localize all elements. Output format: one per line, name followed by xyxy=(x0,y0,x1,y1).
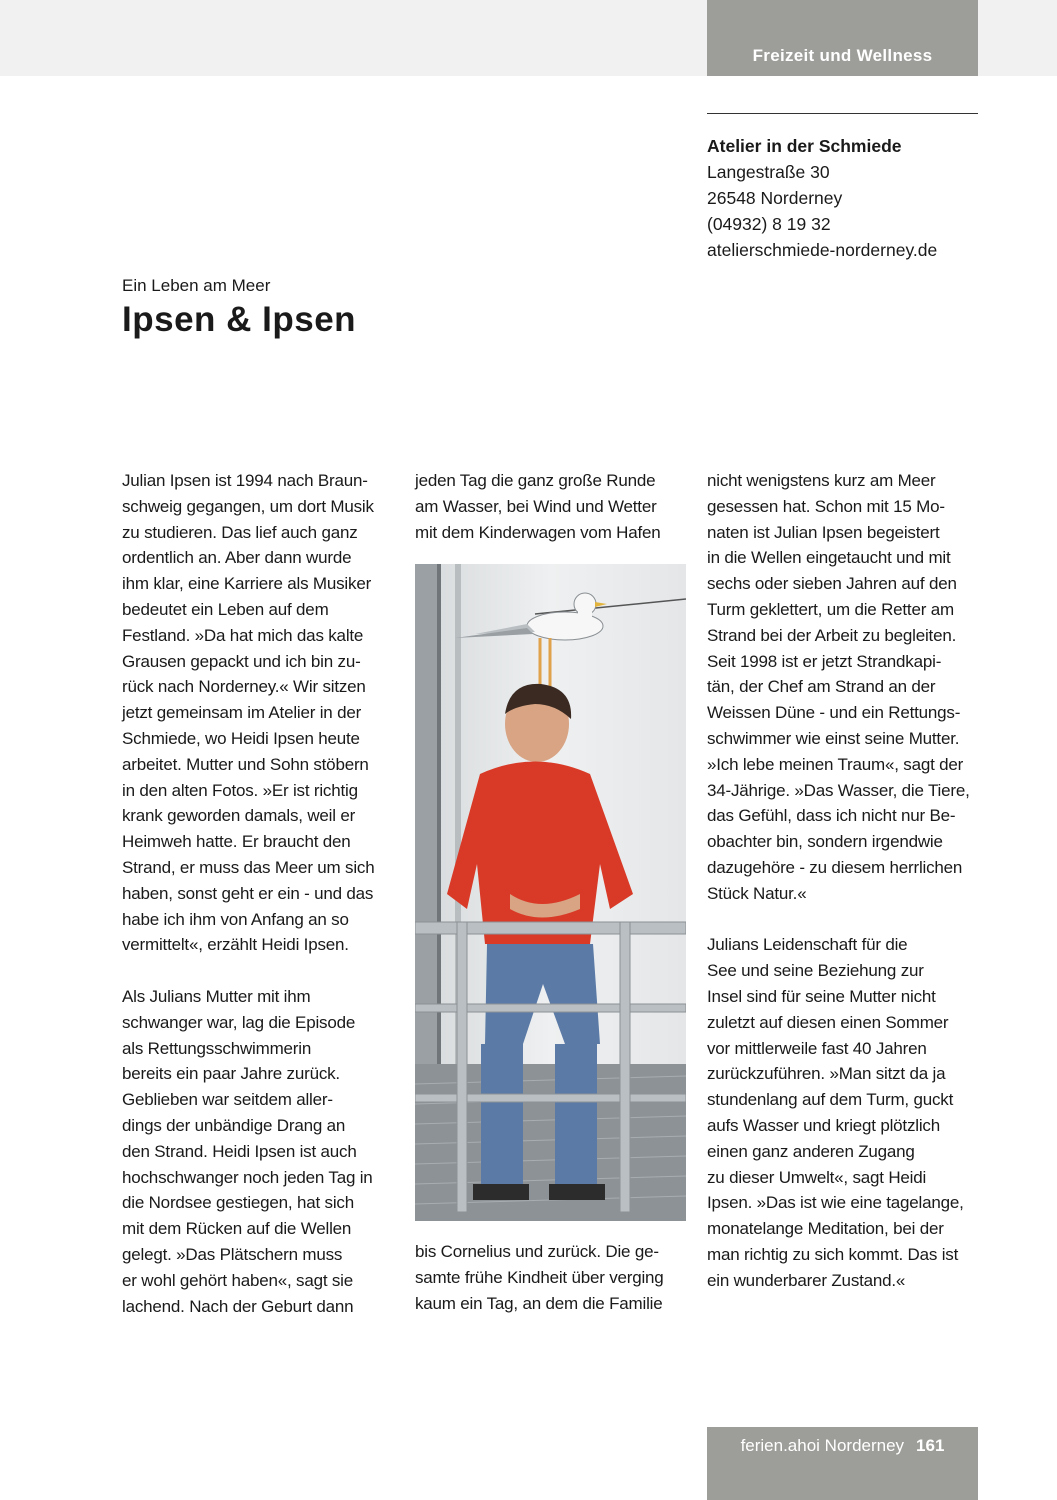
text-line xyxy=(122,958,397,984)
text-line: nicht wenigstens kurz am Meer xyxy=(707,471,936,490)
text-line: in die Wellen eingetaucht und mit xyxy=(707,548,951,568)
section-tab xyxy=(707,0,978,76)
text-line: tän, der Chef am Strand an der xyxy=(707,677,936,697)
page-number: 161 xyxy=(916,1436,945,1455)
text-line: samte frühe Kindheit über verging xyxy=(415,1267,664,1287)
text-line: schweig gegangen, um dort Musik xyxy=(122,496,374,516)
text-line: zu studieren. Das lief auch ganz xyxy=(122,522,358,542)
text-line: rück nach Norderney.« Wir sitzen xyxy=(122,677,366,697)
text-line: ihm klar, eine Karriere als Musiker xyxy=(122,574,372,594)
text-line: das Gefühl, dass ich nicht nur Be- xyxy=(707,806,956,826)
text-line: Schmiede, wo Heidi Ipsen heute xyxy=(122,728,360,748)
text-line: zuletzt auf diesen einen Sommer xyxy=(707,1012,949,1032)
text-line: Ipsen. »Das ist wie eine tagelange, xyxy=(707,1193,964,1213)
venue-street: Langestraße 30 xyxy=(707,162,830,182)
text-line: vor mittlerweile fast 40 Jahren xyxy=(707,1038,927,1058)
text-line: dings der unbändige Drang an xyxy=(122,1115,346,1135)
text-line: mit dem Kinderwagen vom Hafen xyxy=(415,522,661,542)
column-3 xyxy=(707,468,987,1294)
text-line: Als Julians Mutter mit ihm xyxy=(122,986,311,1006)
text-line: Julians Leidenschaft für die xyxy=(707,935,908,955)
text-line: zurückzuführen. »Man sitzt da ja xyxy=(707,1064,946,1084)
text-line: bedeutet ein Leben auf dem xyxy=(122,599,329,619)
text-line: Strand bei der Arbeit zu begleiten. xyxy=(707,625,957,645)
article-photo xyxy=(415,564,686,1221)
text-line: in den alten Fotos. »Er ist richtig xyxy=(122,780,358,800)
footer-tab xyxy=(707,1427,978,1500)
venue-city: 26548 Norderney xyxy=(707,188,843,208)
text-line: bereits ein paar Jahre zurück. xyxy=(122,1064,340,1084)
text-line: Seit 1998 ist er jetzt Strandkapi- xyxy=(707,651,942,671)
text-line: Julian Ipsen ist 1994 nach Braun- xyxy=(122,471,368,490)
text-line: bis Cornelius und zurück. Die ge- xyxy=(415,1242,659,1261)
text-line: Insel sind für seine Mutter nicht xyxy=(707,986,936,1006)
text-line: haben, sonst geht er ein - und das xyxy=(122,883,374,903)
text-line: zu dieser Umwelt«, sagt Heidi xyxy=(707,1167,927,1187)
text-line: Weissen Düne - und ein Rettungs- xyxy=(707,703,961,723)
text-line: obachter bin, sondern irgendwie xyxy=(707,832,943,852)
text-line: gelegt. »Das Plätschern muss xyxy=(122,1244,343,1264)
text-line: lachend. Nach der Geburt dann xyxy=(122,1296,354,1316)
text-line: Strand, er muss das Meer um sich xyxy=(122,857,375,877)
text-line: als Rettungsschwimmerin xyxy=(122,1038,312,1058)
text-line: hochschwanger noch jeden Tag in xyxy=(122,1167,373,1187)
text-line: am Wasser, bei Wind und Wetter xyxy=(415,496,657,516)
text-line: kaum ein Tag, an dem die Familie xyxy=(415,1293,663,1313)
venue-name: Atelier in der Schmiede xyxy=(707,136,902,156)
column-2-top xyxy=(415,468,690,545)
text-line: er wohl gehört haben«, sagt sie xyxy=(122,1270,354,1290)
text-line: Grausen gepackt und ich bin zu- xyxy=(122,651,361,671)
text-line: Geblieben war seitdem aller- xyxy=(122,1090,333,1110)
section-label: Freizeit und Wellness xyxy=(752,46,933,65)
text-line: arbeitet. Mutter und Sohn stöbern xyxy=(122,754,369,774)
text-line: krank geworden damals, weil er xyxy=(122,806,356,826)
column-1 xyxy=(122,468,397,1319)
text-line: den Strand. Heidi Ipsen ist auch xyxy=(122,1141,357,1161)
text-line: einen ganz anderen Zugang xyxy=(707,1141,915,1161)
text-line: man richtig zu sich kommt. Das ist xyxy=(707,1244,959,1264)
text-line: naten ist Julian Ipsen begeistert xyxy=(707,522,940,542)
venue-website: atelierschmiede-norderney.de xyxy=(707,240,938,260)
text-line: »Ich lebe meinen Traum«, sagt der xyxy=(707,754,964,774)
address-block xyxy=(707,133,1007,263)
text-line: 34-Jährige. »Das Wasser, die Tiere, xyxy=(707,780,970,800)
text-line: vermittelt«, erzählt Heidi Ipsen. xyxy=(122,935,349,955)
text-line: mit dem Rücken auf die Wellen xyxy=(122,1219,352,1239)
text-line: dazugehöre - zu diesem herrlichen xyxy=(707,857,963,877)
text-line: aufs Wasser und kriegt plötzlich xyxy=(707,1115,940,1135)
text-line: Stück Natur.« xyxy=(707,883,807,903)
text-line: Festland. »Da hat mich das kalte xyxy=(122,625,364,645)
text-line: See und seine Beziehung zur xyxy=(707,961,924,981)
text-line: schwanger war, lag die Episode xyxy=(122,1012,356,1032)
text-line: Heimweh hatte. Er braucht den xyxy=(122,832,351,852)
article-title: Ipsen & Ipsen xyxy=(122,300,357,339)
text-line: sechs oder sieben Jahren auf den xyxy=(707,574,957,594)
column-2-bottom xyxy=(415,1239,690,1316)
text-line: Turm geklettert, um die Retter am xyxy=(707,599,954,619)
address-divider xyxy=(707,113,978,114)
venue-phone: (04932) 8 19 32 xyxy=(707,214,831,234)
text-line: habe ich ihm von Anfang an so xyxy=(122,909,349,929)
text-line xyxy=(707,907,987,933)
text-line: jetzt gemeinsam im Atelier in der xyxy=(122,703,362,723)
text-line: jeden Tag die ganz große Runde xyxy=(415,471,656,490)
text-line: ein wunderbarer Zustand.« xyxy=(707,1270,906,1290)
text-line: die Nordsee gestiegen, hat sich xyxy=(122,1193,354,1213)
text-line: gesessen hat. Schon mit 15 Mo- xyxy=(707,496,945,516)
text-line: schwimmer wie einst seine Mutter. xyxy=(707,728,960,748)
text-line: ordentlich an. Aber dann wurde xyxy=(122,548,352,568)
article-kicker: Ein Leben am Meer xyxy=(122,276,271,295)
magazine-name: ferien.ahoi Norderney xyxy=(740,1436,905,1455)
text-line: stundenlang auf dem Turm, guckt xyxy=(707,1090,954,1110)
text-line: monatelange Meditation, bei der xyxy=(707,1219,944,1239)
